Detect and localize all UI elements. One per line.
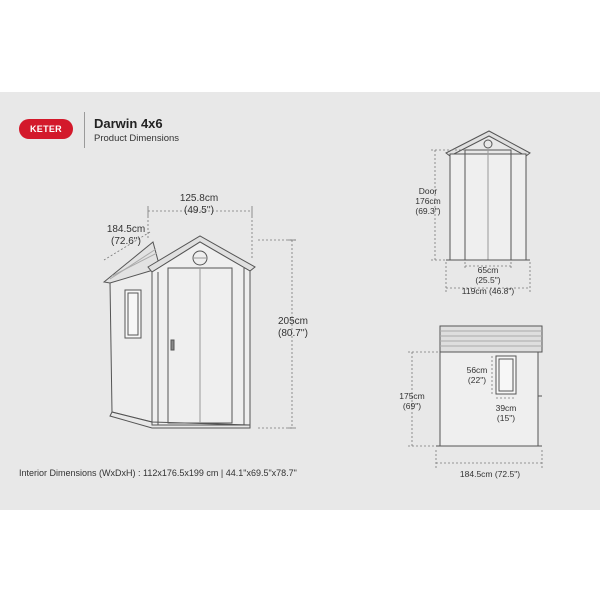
main-depth-cm: 184.5cm xyxy=(106,224,146,235)
main-height-cm: 205cm xyxy=(277,316,308,327)
side-elevation-illustration xyxy=(436,326,542,446)
front-door-width-label xyxy=(468,265,508,285)
window-width-cm: 39cm xyxy=(495,403,517,413)
side-height-label xyxy=(390,391,434,411)
side-depth-label xyxy=(446,469,534,479)
main-width-label xyxy=(166,193,232,217)
main-width-cm: 125.8cm xyxy=(179,193,219,204)
main-depth-label xyxy=(98,224,154,248)
window-width-label xyxy=(488,403,524,423)
logo-text: KETER xyxy=(29,124,62,134)
door-width-cm: 65cm xyxy=(477,265,499,275)
main-height-label xyxy=(270,316,316,340)
window-height-label xyxy=(462,365,492,385)
front-elevation-illustration xyxy=(446,131,530,260)
side-height-in: (69") xyxy=(402,401,422,411)
window-width-in: (15") xyxy=(496,413,516,423)
front-door-height-label xyxy=(408,186,448,216)
front-total-width: 119cm (46.8") xyxy=(461,286,515,296)
window-height-cm: 56cm xyxy=(466,365,488,375)
interior-dimensions: Interior Dimensions (WxDxH) : 112x176.5x199 cm | 44.1"x69.5"x78.7" xyxy=(19,468,297,478)
door-height-cm: 176cm xyxy=(415,196,441,206)
door-width-in: (25.5") xyxy=(475,275,501,285)
page-title: Darwin 4x6 xyxy=(94,116,163,131)
main-depth-in: (72.6'') xyxy=(111,236,141,247)
main-width-in: (49.5'') xyxy=(184,205,214,216)
side-depth: 184.5cm (72.5") xyxy=(459,469,521,479)
side-height-cm: 175cm xyxy=(399,391,425,401)
page-subtitle: Product Dimensions xyxy=(94,133,180,144)
main-shed-illustration xyxy=(104,236,255,428)
front-total-width-label xyxy=(448,286,528,296)
window-height-in: (22") xyxy=(467,375,487,385)
door-height-in: (69.3") xyxy=(415,206,441,216)
main-height-in: (80.7'') xyxy=(278,328,308,339)
door-label: Door xyxy=(418,186,438,196)
